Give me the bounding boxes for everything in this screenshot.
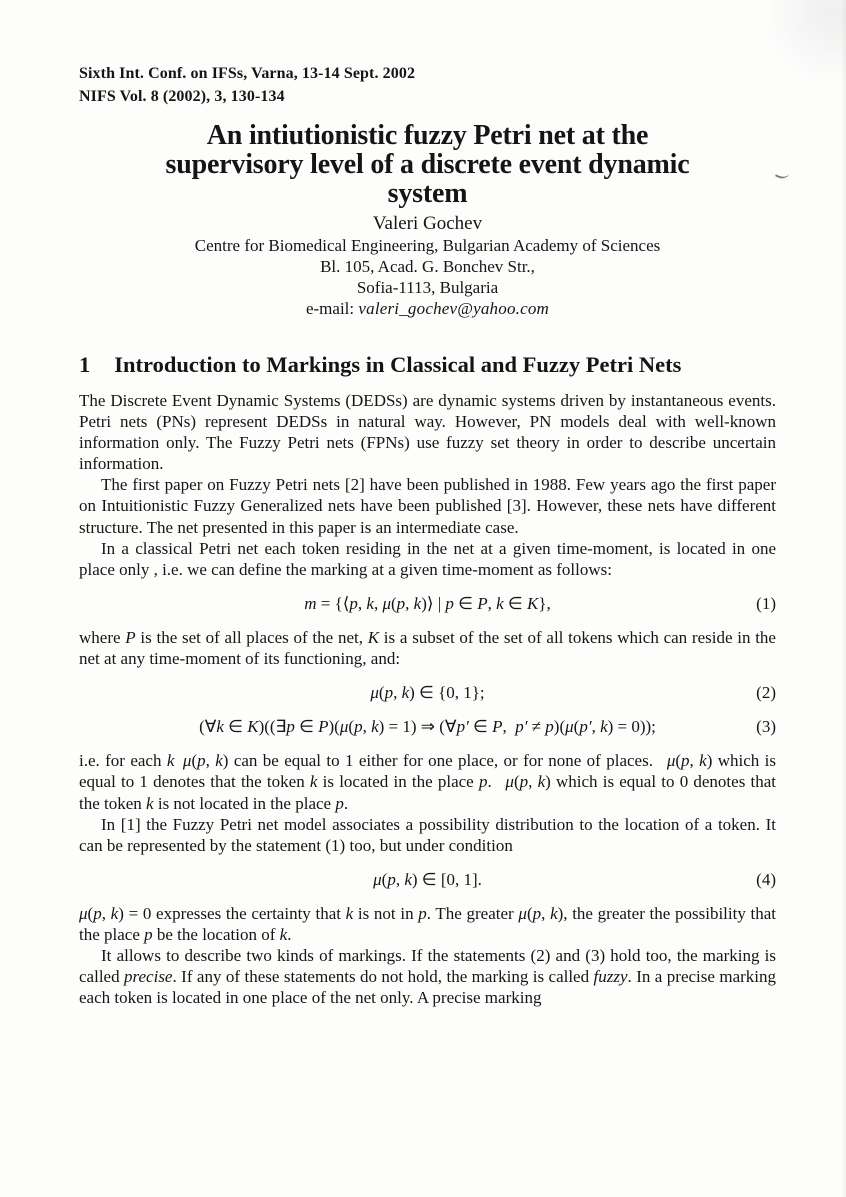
paragraph: The Discrete Event Dynamic Systems (DEDSs) are dynamic systems driven by instantaneous events. Petri nets (PNs) represent DEDSs in natural way. However, PN models deal with well-known information only. The Fuzzy Petri nets (FPNs) use fuzzy set theory in order to describe uncertain information. (79, 391, 776, 474)
paper-title (79, 121, 776, 208)
affiliation-line: Centre for Biomedical Engineering, Bulgarian Academy of Sciences (194, 236, 661, 255)
scan-smudge (756, 0, 846, 90)
title-line: An intiutionistic fuzzy Petri net at the (206, 120, 649, 151)
section-number: 1 (79, 352, 91, 377)
equation-number: (4) (756, 869, 776, 889)
affiliation-line: Sofia-1113, Bulgaria (356, 278, 499, 297)
equation (79, 869, 776, 890)
paragraph: i.e. for each k μ(p, k) can be equal to 1 either for one place, or for none of places. μ(p, k) which is equal to 1 denotes that the token k is located in the place p. μ(p, k) which is equal to 0 denotes that the token k is not located in the place p. (79, 751, 777, 813)
equation (79, 593, 776, 614)
body-content (79, 390, 776, 1008)
paragraph: The first paper on Fuzzy Petri nets [2] have been published in 1988. Few years ago the first paper on Intuitionistic Fuzzy Generalized nets have been published [3]. However, these nets have different structure. The net presented in this paper is an intermediate case. (79, 475, 776, 537)
equation (79, 716, 776, 737)
equation-body: μ(p, k) ∈ {0, 1}; (370, 683, 485, 703)
section-title: Introduction to Markings in Classical and Fuzzy Petri Nets (114, 352, 682, 377)
paragraph: where P is the set of all places of the net, K is a subset of the set of all tokens which can reside in the net at any time-moment of its functioning, and: (79, 627, 776, 669)
email-address: valeri_gochev@yahoo.com (358, 299, 550, 318)
author-name: Valeri Gochev (372, 213, 483, 234)
equation (79, 682, 776, 703)
equation-body: m = {⟨p, k, μ(p, k)⟩ | p ∈ P, k ∈ K}, (304, 593, 551, 613)
scan-edge-shade (841, 0, 846, 1197)
email-label: e-mail: (305, 299, 359, 318)
volume-line: NIFS Vol. 8 (2002), 3, 130-134 (79, 88, 285, 105)
paragraph: In a classical Petri net each token residing in the net at a given time-moment, is located in one place only , i.e. we can define the marking at a given time-moment as follows: (79, 538, 776, 579)
equation-number: (1) (756, 593, 776, 613)
equation-number: (3) (756, 717, 776, 737)
conference-line: Sixth Int. Conf. on IFSs, Varna, 13-14 Sept. 2002 (79, 65, 416, 82)
equation-body: (∀k ∈ K)((∃p ∈ P)(μ(p, k) = 1) ⇒ (∀p′ ∈ P, p′ ≠ p)(μ(p′, k) = 0)); (199, 717, 656, 737)
equation-body: μ(p, k) ∈ [0, 1]. (373, 869, 482, 889)
paragraph: In [1] the Fuzzy Petri net model associates a possibility distribution to the location of a token. It can be represented by the statement (1) too, but under condition (79, 814, 776, 855)
title-line: supervisory level of a discrete event dynamic (165, 149, 690, 180)
author-block (79, 212, 776, 319)
title-line: system (387, 178, 468, 209)
affiliation-line: Bl. 105, Acad. G. Bonchev Str., (320, 257, 535, 276)
conference-header (79, 62, 776, 108)
paragraph: It allows to describe two kinds of markings. If the statements (2) and (3) hold too, the marking is called precise. If any of these statements do not hold, the marking is called fuzzy. In a precise marking each token is located in one place of the net only. A precise marking (79, 946, 776, 1008)
equation-number: (2) (756, 683, 776, 703)
paragraph: μ(p, k) = 0 expresses the certainty that k is not in p. The greater μ(p, k), the greater the possibility that the place p be the location of k. (79, 903, 777, 944)
section-heading (79, 349, 776, 380)
email-line (79, 298, 776, 319)
